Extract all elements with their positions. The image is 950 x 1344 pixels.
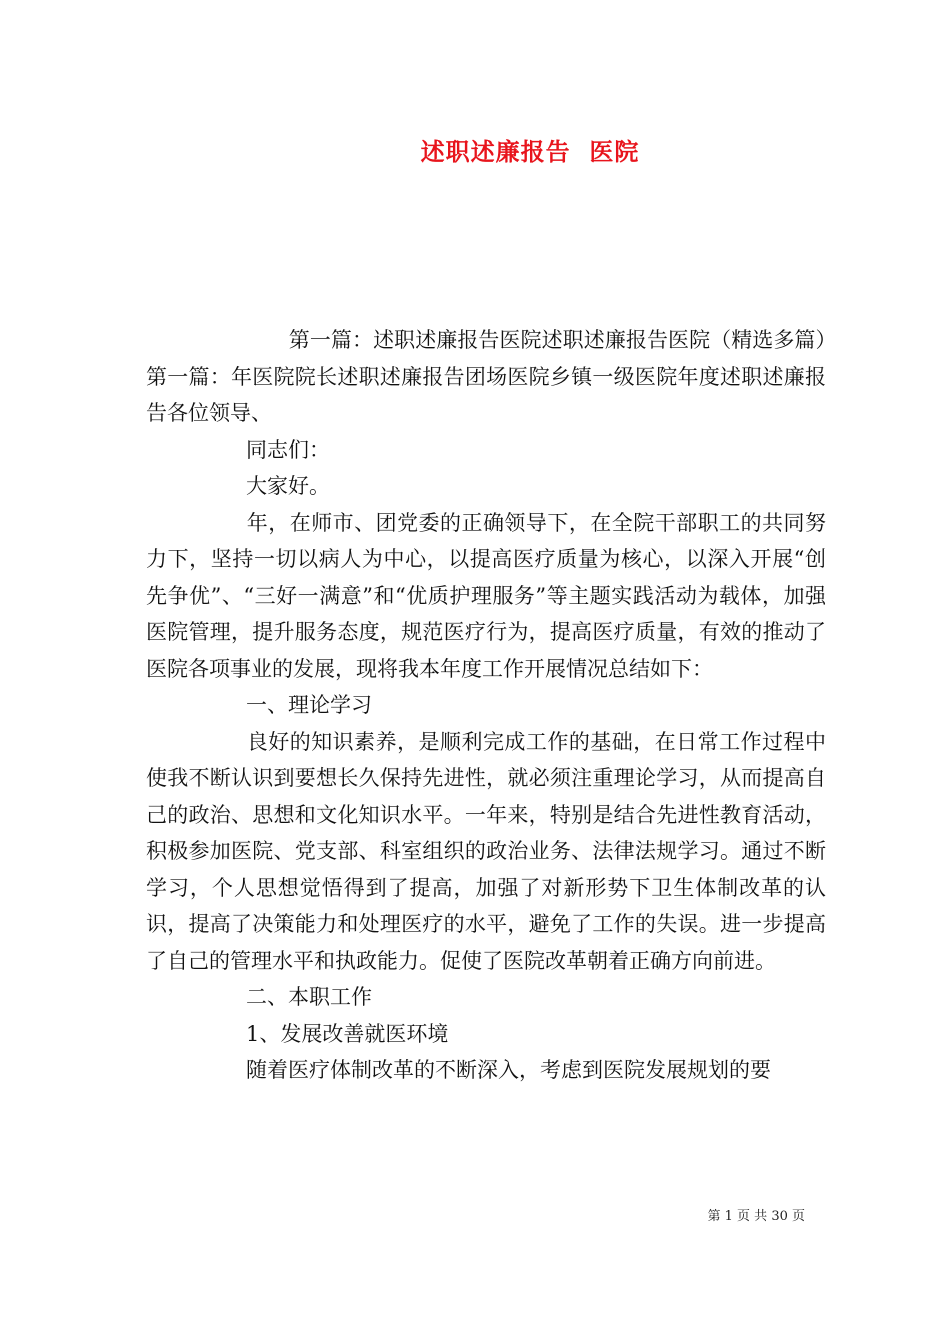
document-title: 述职述廉报告 医院 [420, 137, 640, 166]
paragraph-theory: 良好的知识素养，是顺利完成工作的基础，在日常工作过程中使我不断认识到要想长久保持先进性，就必须注重理论学习，从而提高自己的政治、思想和文化知识水平。一年来，特别是结合先进性教育活动，积极参加医院、党支部、科室组织的政治业务、法律法规学习。通过不断学习，个人思想觉悟得到了提高，加强了对新形势下卫生体制改革的认识，提高了决策能力和处理医疗的水平，避免了工作的失误。进一步提高了自己的管理水平和执政能力。促使了医院改革朝着正确方向前进。 [146, 729, 826, 973]
paragraph-salutation: 同志们： [246, 437, 330, 462]
paragraph-greeting: 大家好。 [246, 474, 330, 498]
paragraph-overview: 年，在师市、团党委的正确领导下，在全院干部职工的共同努力下，坚持一切以病人为中心，以提高医疗质量为核心，以深入开展“创先争优”、“三好一满意”和“优质护理服务”等主题实践活动为载体，加强医院管理，提升服务态度，规范医疗行为，提高医疗质量，有效的推动了医院各项事业的发展，现将我本年度工作开展情况总结如下： [146, 510, 826, 681]
paragraph-intro: 第一篇：述职述廉报告医院述职述廉报告医院（精选多篇）第一篇：年医院院长述职述廉报告团场医院乡镇一级医院年度述职述廉报告各位领导、 [146, 328, 826, 425]
section-heading-theory: 一、理论学习 [246, 693, 372, 717]
page-number-footer: 第 1 页 共 30 页 [707, 1209, 805, 1224]
subsection-heading-environment: 1、发展改善就医环境 [246, 1021, 449, 1046]
section-heading-duties: 二、本职工作 [246, 985, 372, 1009]
paragraph-environment: 随着医疗体制改革的不断深入，考虑到医院发展规划的要 [246, 1058, 771, 1082]
document-body [146, 322, 826, 1089]
